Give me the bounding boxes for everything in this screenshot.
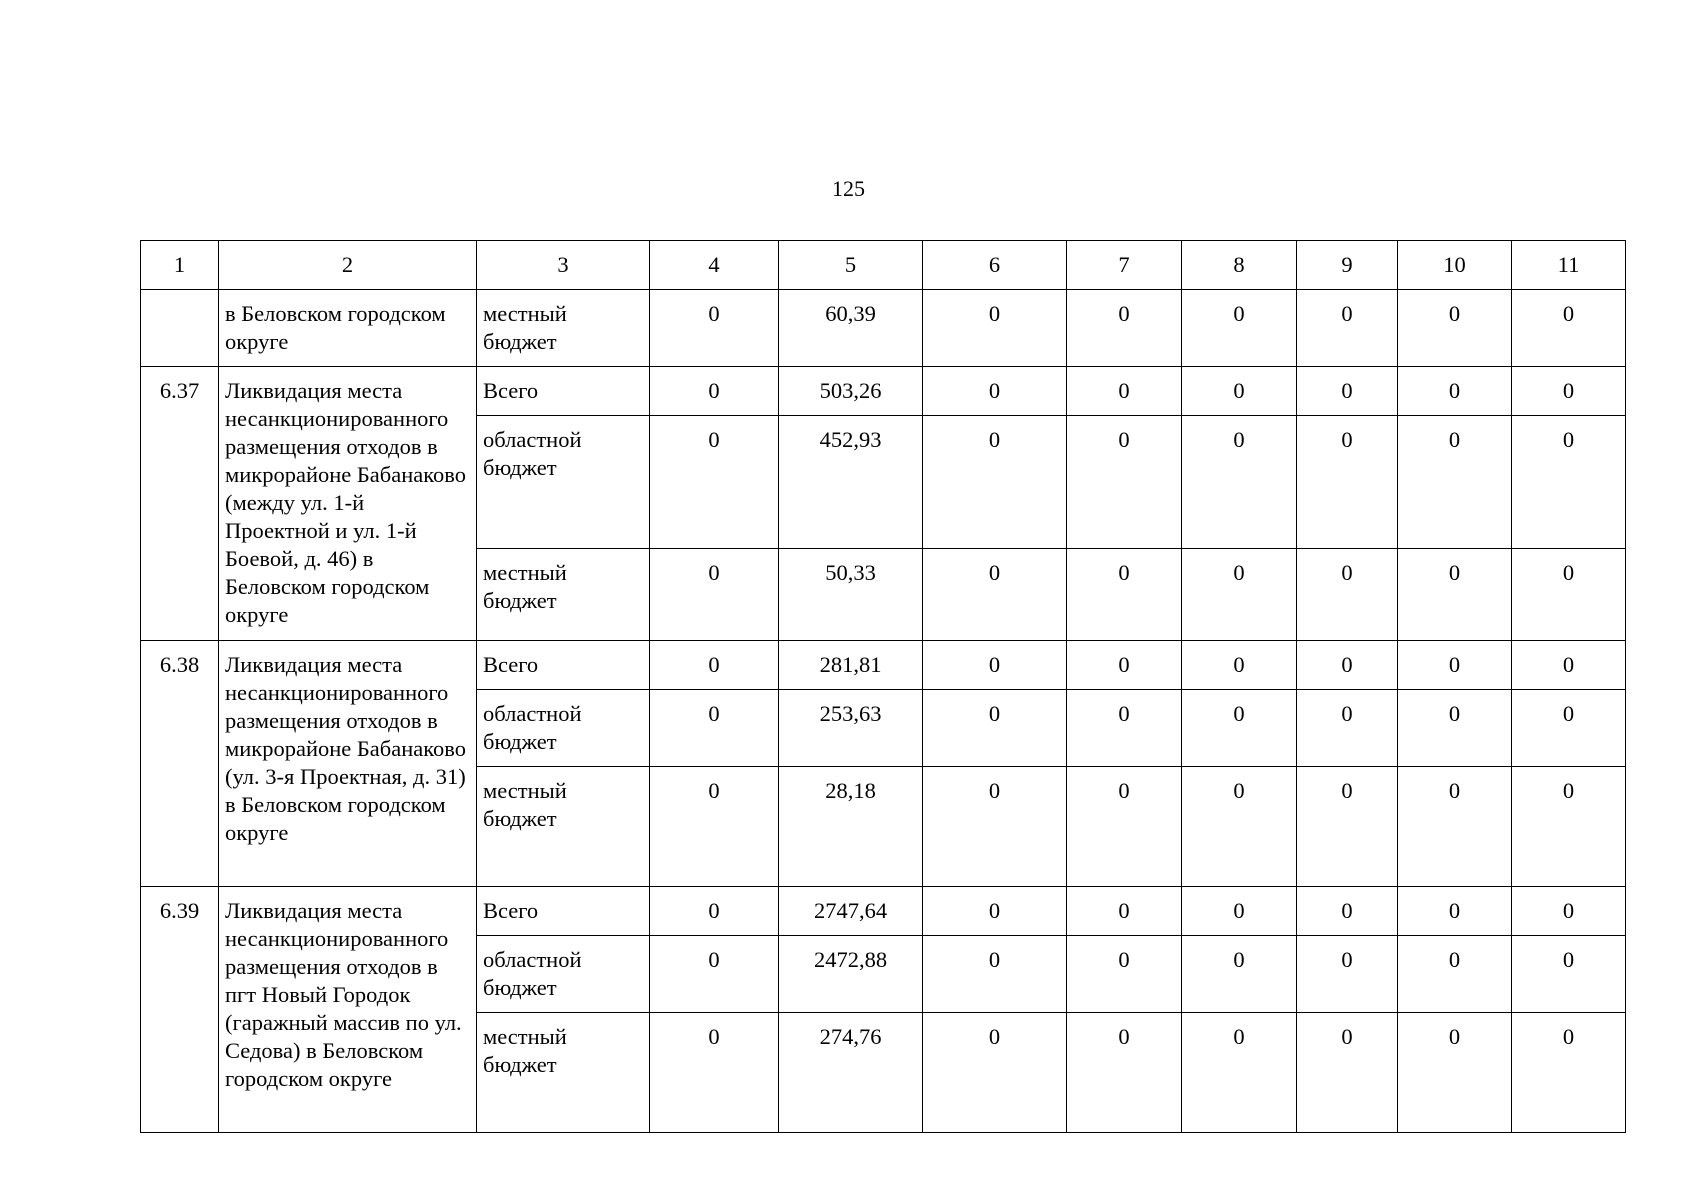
- header-cell: 11: [1512, 241, 1626, 290]
- value-cell: 0: [1512, 641, 1626, 690]
- value-cell: 50,33: [779, 549, 923, 641]
- value-cell: 0: [1067, 1013, 1182, 1133]
- value-cell: 0: [1067, 549, 1182, 641]
- header-cell: 7: [1067, 241, 1182, 290]
- value-cell: 0: [1182, 936, 1297, 1013]
- value-cell: 0: [1398, 290, 1512, 367]
- table-row: [141, 887, 1626, 936]
- item-number-cell: 6.37: [141, 367, 219, 641]
- value-cell: 0: [1398, 767, 1512, 887]
- value-cell: 0: [1182, 290, 1297, 367]
- value-cell: 253,63: [779, 690, 923, 767]
- header-cell: 4: [650, 241, 779, 290]
- value-cell: 0: [650, 641, 779, 690]
- value-cell: 0: [1297, 887, 1398, 936]
- item-number-cell: 6.38: [141, 641, 219, 887]
- funding-source-cell: местный бюджет: [477, 290, 650, 367]
- value-cell: 0: [1182, 690, 1297, 767]
- value-cell: 0: [1512, 416, 1626, 549]
- value-cell: 0: [650, 416, 779, 549]
- header-cell: 9: [1297, 241, 1398, 290]
- value-cell: 0: [923, 290, 1067, 367]
- value-cell: 2472,88: [779, 936, 923, 1013]
- value-cell: 0: [1297, 367, 1398, 416]
- value-cell: 0: [1182, 367, 1297, 416]
- header-cell: 6: [923, 241, 1067, 290]
- item-name-cell: Ликвидация места несанкционированного размещения отходов в микрорайоне Бабанаково (между ул. 1-й Проектной и ул. 1-й Боевой, д. 46) в Беловском городском округе: [219, 367, 477, 641]
- value-cell: 0: [923, 549, 1067, 641]
- value-cell: 0: [650, 887, 779, 936]
- value-cell: 0: [650, 767, 779, 887]
- value-cell: 0: [923, 690, 1067, 767]
- value-cell: 0: [1067, 767, 1182, 887]
- value-cell: 0: [1297, 936, 1398, 1013]
- value-cell: 274,76: [779, 1013, 923, 1133]
- funding-source-cell: местный бюджет: [477, 1013, 650, 1133]
- value-cell: 0: [1067, 690, 1182, 767]
- value-cell: 0: [1297, 290, 1398, 367]
- funding-source-cell: областной бюджет: [477, 936, 650, 1013]
- value-cell: 2747,64: [779, 887, 923, 936]
- item-name-cell: Ликвидация места несанкционированного размещения отходов в пгт Новый Городок (гаражный массив по ул. Седова) в Беловском городском округе: [219, 887, 477, 1133]
- value-cell: 0: [1512, 549, 1626, 641]
- table-row: [141, 290, 1626, 367]
- value-cell: 28,18: [779, 767, 923, 887]
- table-body: [141, 241, 1626, 1133]
- table-row: [141, 641, 1626, 690]
- header-cell: 3: [477, 241, 650, 290]
- value-cell: 0: [923, 887, 1067, 936]
- funding-source-cell: областной бюджет: [477, 690, 650, 767]
- value-cell: 0: [1067, 290, 1182, 367]
- value-cell: 0: [1067, 367, 1182, 416]
- value-cell: 0: [923, 416, 1067, 549]
- header-cell: 1: [141, 241, 219, 290]
- value-cell: 0: [1182, 1013, 1297, 1133]
- value-cell: 0: [650, 1013, 779, 1133]
- funding-source-cell: Всего: [477, 887, 650, 936]
- value-cell: 0: [650, 367, 779, 416]
- value-cell: 0: [650, 549, 779, 641]
- value-cell: 0: [1398, 641, 1512, 690]
- value-cell: 452,93: [779, 416, 923, 549]
- value-cell: 60,39: [779, 290, 923, 367]
- value-cell: 0: [650, 936, 779, 1013]
- table-row: [141, 367, 1626, 416]
- value-cell: 0: [1512, 690, 1626, 767]
- value-cell: 0: [1512, 936, 1626, 1013]
- value-cell: 0: [1067, 416, 1182, 549]
- page-number: 125: [832, 176, 865, 201]
- value-cell: 503,26: [779, 367, 923, 416]
- value-cell: 0: [1297, 641, 1398, 690]
- value-cell: 0: [1067, 936, 1182, 1013]
- item-number-cell: 6.39: [141, 887, 219, 1133]
- funding-source-cell: местный бюджет: [477, 767, 650, 887]
- value-cell: 0: [1297, 767, 1398, 887]
- value-cell: 0: [1182, 641, 1297, 690]
- item-name-cell: Ликвидация места несанкционированного размещения отходов в микрорайоне Бабанаково (ул. 3-я Проектная, д. 31) в Беловском городском округе: [219, 641, 477, 887]
- value-cell: 0: [1512, 767, 1626, 887]
- value-cell: 0: [1297, 690, 1398, 767]
- value-cell: 0: [1512, 1013, 1626, 1133]
- value-cell: 0: [1398, 936, 1512, 1013]
- item-number-cell: [141, 290, 219, 367]
- value-cell: 0: [1067, 641, 1182, 690]
- value-cell: 0: [1297, 1013, 1398, 1133]
- value-cell: 0: [1182, 416, 1297, 549]
- value-cell: 0: [1398, 1013, 1512, 1133]
- value-cell: 0: [1297, 549, 1398, 641]
- value-cell: 281,81: [779, 641, 923, 690]
- value-cell: 0: [923, 367, 1067, 416]
- value-cell: 0: [1512, 887, 1626, 936]
- funding-source-cell: Всего: [477, 641, 650, 690]
- funding-source-cell: местный бюджет: [477, 549, 650, 641]
- value-cell: 0: [1398, 887, 1512, 936]
- value-cell: 0: [923, 641, 1067, 690]
- header-row: [141, 241, 1626, 290]
- value-cell: 0: [1398, 416, 1512, 549]
- value-cell: 0: [923, 767, 1067, 887]
- header-cell: 8: [1182, 241, 1297, 290]
- value-cell: 0: [1067, 887, 1182, 936]
- value-cell: 0: [1182, 887, 1297, 936]
- header-cell: 2: [219, 241, 477, 290]
- value-cell: 0: [923, 936, 1067, 1013]
- value-cell: 0: [923, 1013, 1067, 1133]
- header-cell: 5: [779, 241, 923, 290]
- budget-table: [140, 240, 1626, 1133]
- value-cell: 0: [1398, 549, 1512, 641]
- funding-source-cell: Всего: [477, 367, 650, 416]
- value-cell: 0: [1182, 767, 1297, 887]
- value-cell: 0: [650, 290, 779, 367]
- funding-source-cell: областной бюджет: [477, 416, 650, 549]
- value-cell: 0: [1398, 690, 1512, 767]
- value-cell: 0: [1398, 367, 1512, 416]
- value-cell: 0: [1512, 367, 1626, 416]
- value-cell: 0: [1512, 290, 1626, 367]
- item-name-cell: в Беловском городском округе: [219, 290, 477, 367]
- value-cell: 0: [1297, 416, 1398, 549]
- value-cell: 0: [650, 690, 779, 767]
- value-cell: 0: [1182, 549, 1297, 641]
- header-cell: 10: [1398, 241, 1512, 290]
